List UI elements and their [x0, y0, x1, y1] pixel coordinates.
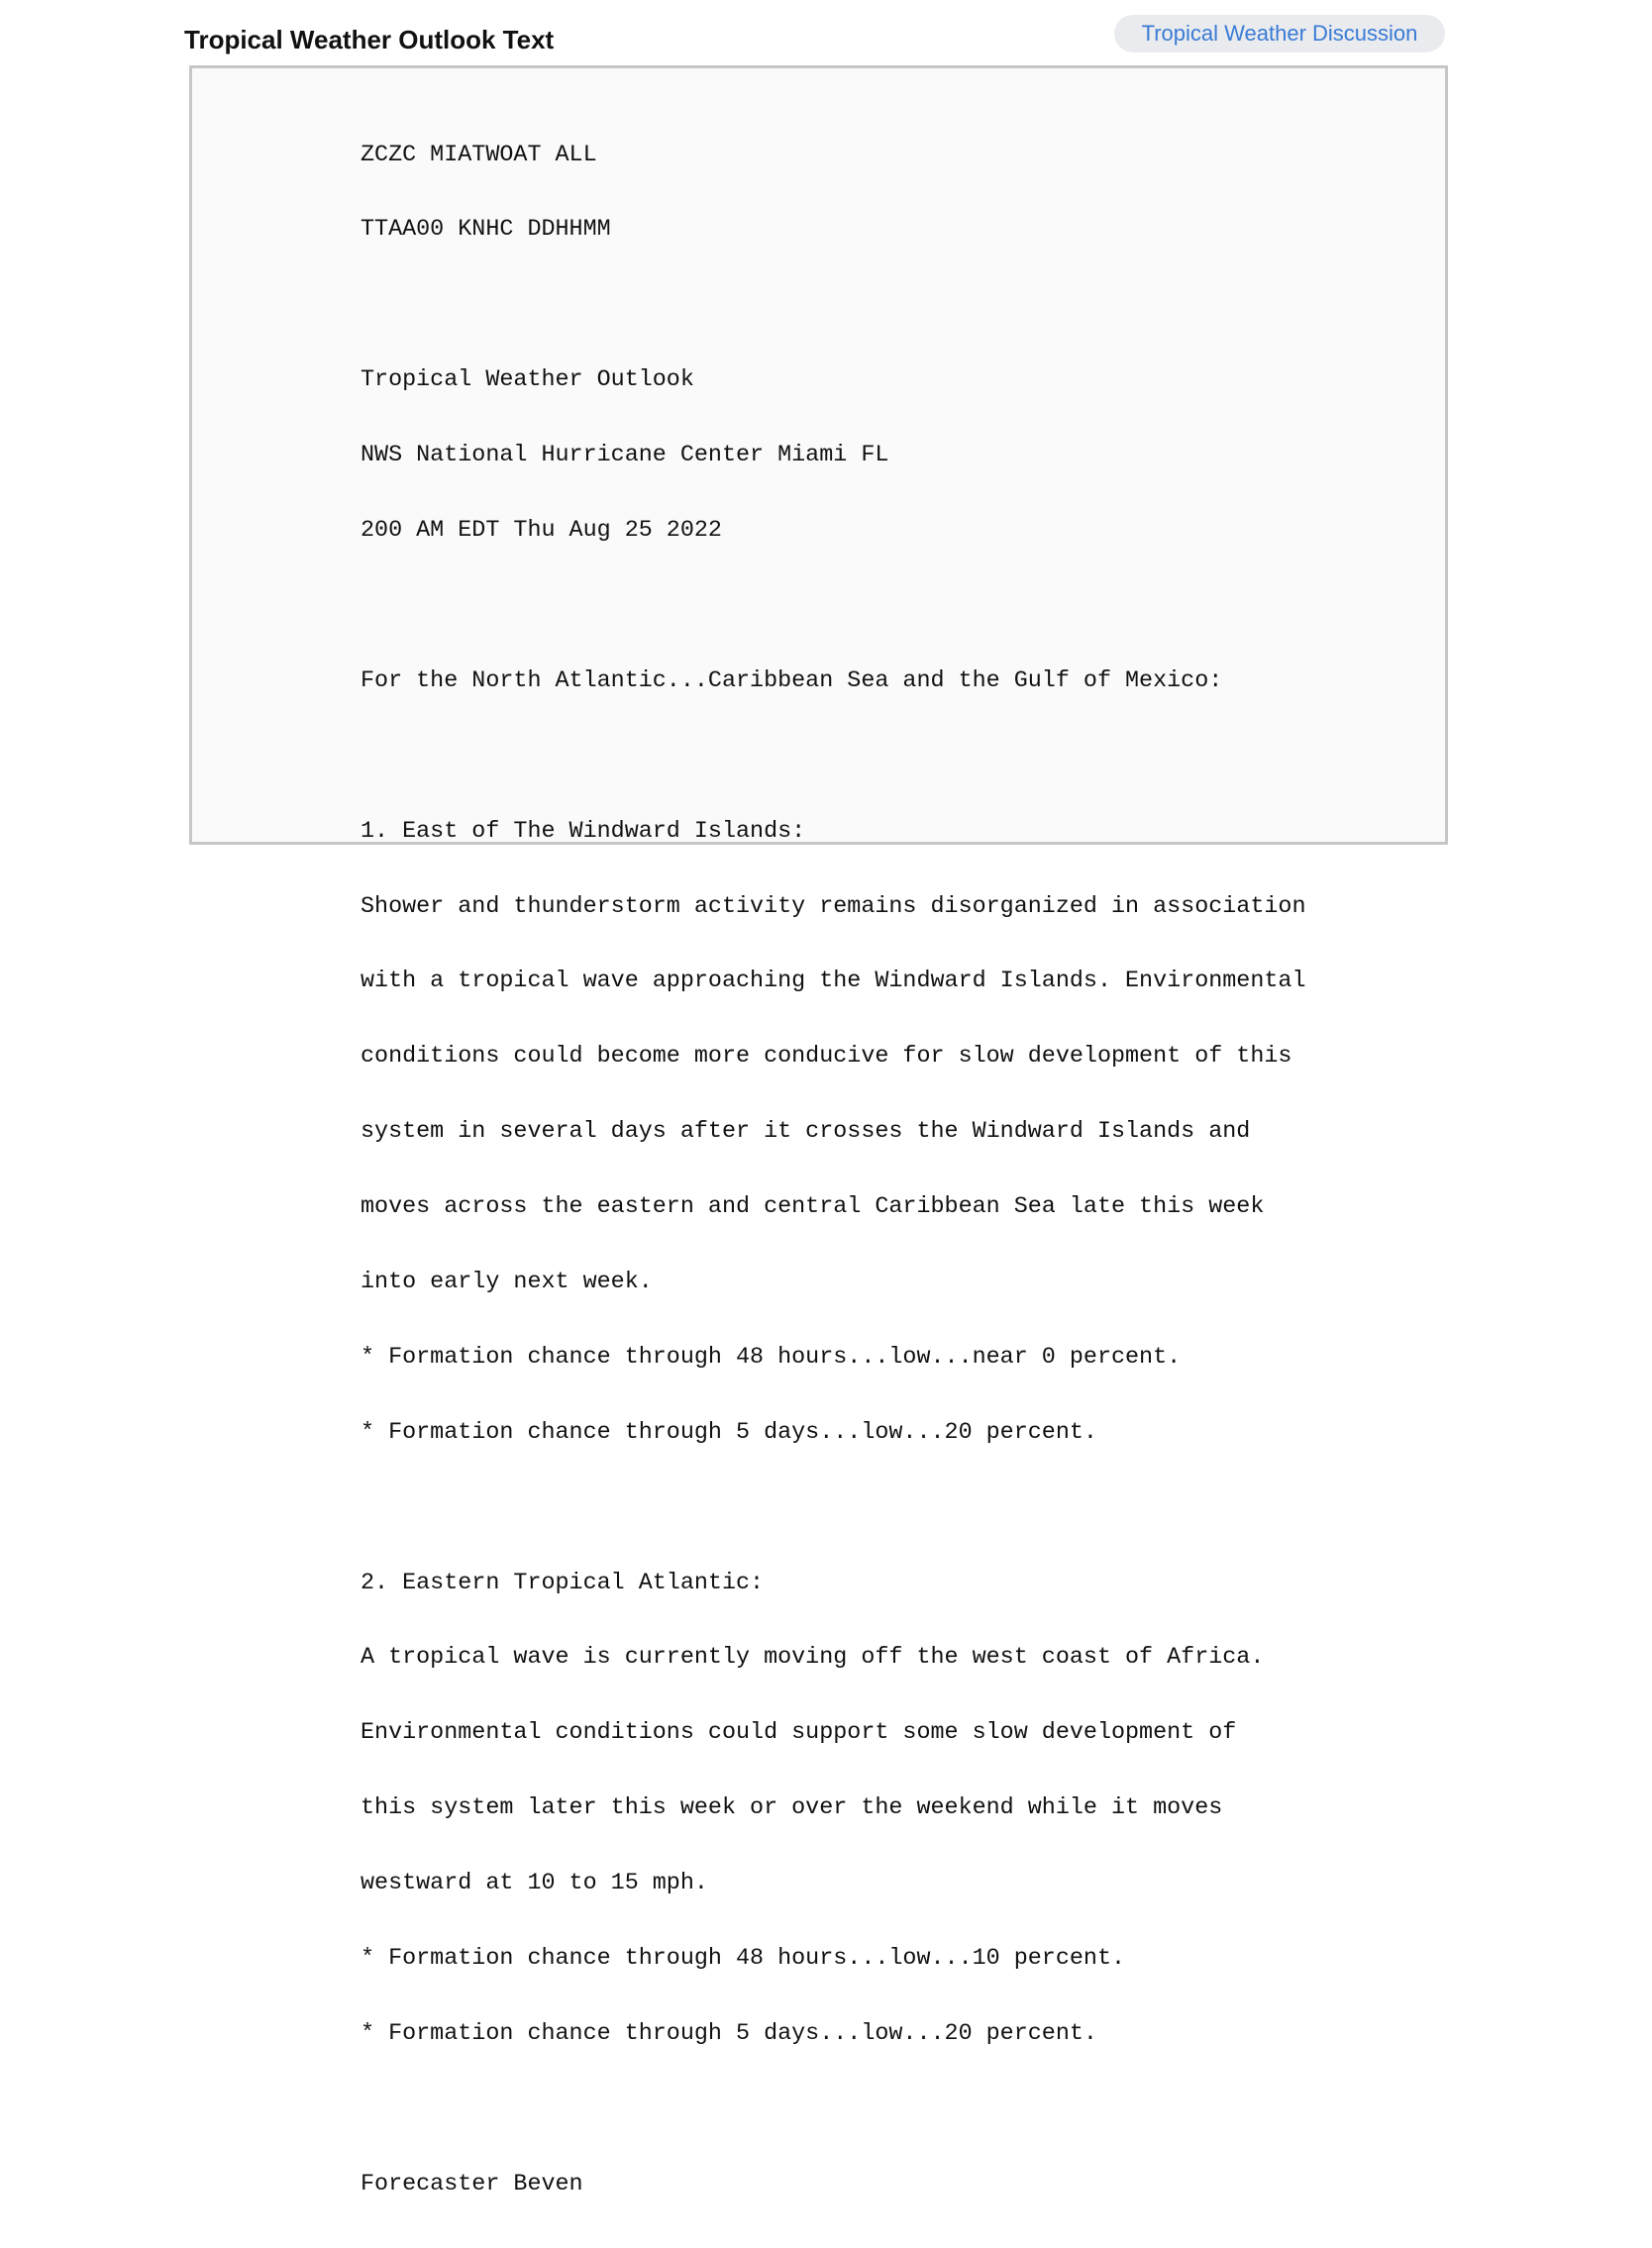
outlook-line: into early next week. [361, 1269, 653, 1295]
outlook-line [361, 1496, 1306, 1521]
outlook-line: with a tropical wave approaching the Windward Islands. Environmental [361, 969, 1306, 995]
outlook-line: 200 AM EDT Thu Aug 25 2022 [361, 518, 722, 545]
outlook-line: conditions could become more conducive for slow development of this [361, 1044, 1292, 1071]
outlook-line: Environmental conditions could support some slow development of [361, 1720, 1237, 1747]
outlook-line [361, 745, 1306, 769]
outlook-line [361, 2097, 1306, 2122]
outlook-line: ZCZC MIATWOAT ALL [361, 142, 597, 168]
outlook-line: westward at 10 to 15 mph. [361, 1871, 708, 1897]
outlook-line: For the North Atlantic...Caribbean Sea and the Gulf of Mexico: [361, 667, 1223, 694]
outlook-line: 1. East of The Windward Islands: [361, 818, 806, 845]
outlook-line: 2. Eastern Tropical Atlantic: [361, 1570, 765, 1596]
outlook-line: moves across the eastern and central Caribbean Sea late this week [361, 1194, 1265, 1221]
page-title: Tropical Weather Outlook Text [184, 25, 555, 54]
outlook-line [361, 594, 1306, 619]
outlook-text-body [361, 93, 1306, 2248]
tropical-weather-discussion-button[interactable]: Tropical Weather Discussion [1114, 15, 1445, 52]
outlook-line: NWS National Hurricane Center Miami FL [361, 443, 889, 469]
outlook-line: system in several days after it crosses the Windward Islands and [361, 1119, 1251, 1146]
outlook-line [361, 293, 1306, 318]
outlook-line: * Formation chance through 5 days...low...20 percent. [361, 2020, 1097, 2047]
outlook-line: Forecaster Beven [361, 2171, 583, 2197]
outlook-text-panel [189, 65, 1448, 2197]
outlook-line: * Formation chance through 5 days...low...20 percent. [361, 1419, 1097, 1446]
outlook-line: * Formation chance through 48 hours...low...10 percent. [361, 1945, 1126, 1972]
outlook-line: Tropical Weather Outlook [361, 367, 694, 394]
outlook-line: A tropical wave is currently moving off the west coast of Africa. [361, 1645, 1265, 1672]
outlook-line: Shower and thunderstorm activity remains disorganized in association [361, 893, 1306, 920]
outlook-line: * Formation chance through 48 hours...low...near 0 percent. [361, 1344, 1182, 1371]
outlook-line: this system later this week or over the weekend while it moves [361, 1795, 1223, 1822]
outlook-line: TTAA00 KNHC DDHHMM [361, 217, 611, 244]
